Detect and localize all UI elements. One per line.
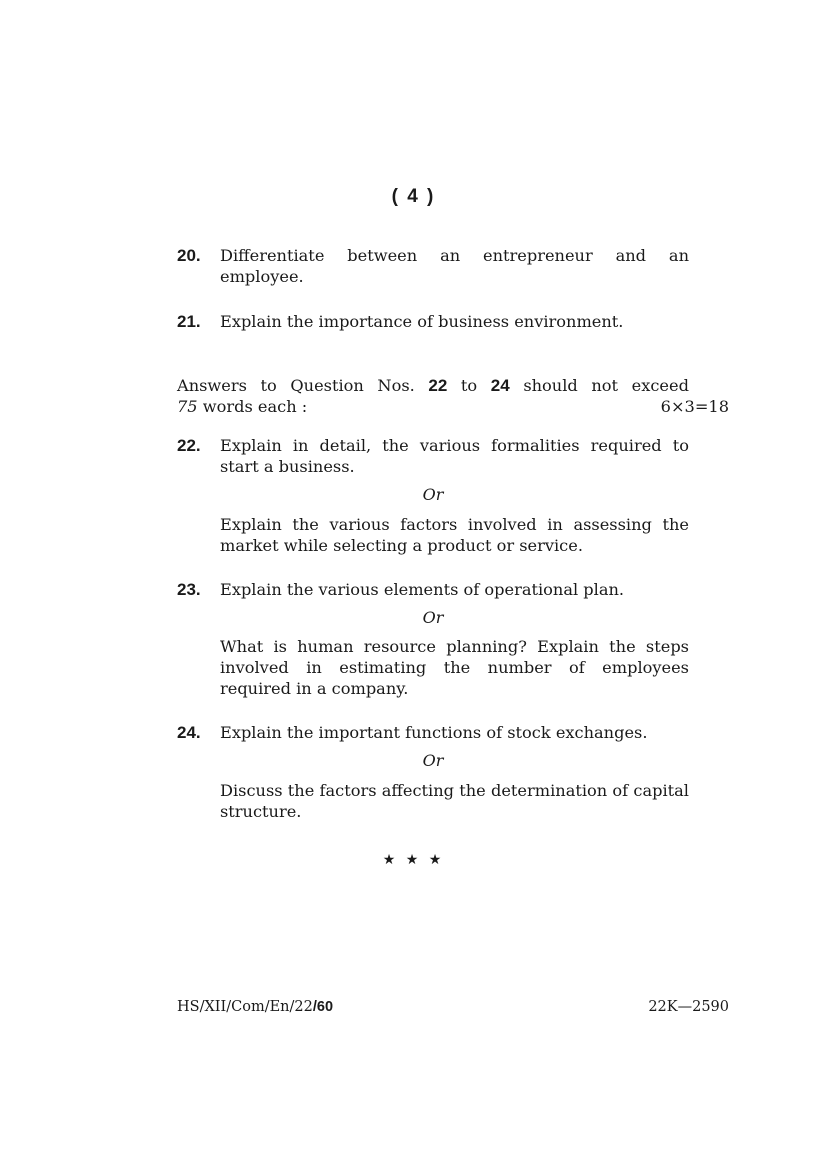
- serial-number: 22K—2590: [648, 999, 729, 1015]
- question-text: Explain the important functions of stock exchanges.: [220, 723, 648, 742]
- instruction-from: 22: [428, 376, 448, 395]
- instruction-line2: words each :: [202, 397, 308, 416]
- question-number: 23.: [177, 580, 201, 599]
- question-text: Explain the various elements of operational plan.: [220, 580, 625, 599]
- instruction-to-word: to: [460, 376, 478, 395]
- question-text-line2: employee.: [220, 267, 304, 286]
- section-instruction: [177, 375, 729, 417]
- question-24-alternative: Discuss the factors affecting the determination of capital structure.: [220, 781, 689, 821]
- instruction-marks: 6×3=18: [660, 397, 729, 416]
- or-separator: Or: [422, 608, 444, 627]
- or-separator: Or: [422, 751, 444, 770]
- question-text: Explain in detail, the various formalities required to start a business.: [220, 436, 689, 476]
- question-number: 24.: [177, 723, 201, 742]
- question-23-alternative: What is human resource planning? Explain the steps involved in estimating the number of employees required in a company.: [220, 637, 689, 698]
- end-marker: ★ ★ ★: [382, 852, 445, 868]
- question-text-line1: Differentiate between an entrepreneur and an: [220, 246, 689, 265]
- instruction-prefix: Answers to Question Nos.: [177, 376, 415, 395]
- question-number: 22.: [177, 436, 201, 455]
- instruction-to: 24: [490, 376, 510, 395]
- or-separator: Or: [422, 485, 444, 504]
- question-20: [177, 245, 689, 287]
- question-21: [177, 311, 689, 332]
- instruction-word-count: 75: [177, 397, 198, 416]
- question-22: [177, 435, 689, 477]
- question-24: [177, 722, 689, 743]
- paper-code-suffix: /60: [312, 999, 334, 1015]
- paper-code-prefix: HS/XII/Com/En/22: [177, 999, 313, 1015]
- question-23: [177, 579, 689, 600]
- question-22-alternative: Explain the various factors involved in assessing the market while selecting a product or service.: [220, 515, 689, 555]
- question-number: 21.: [177, 312, 201, 331]
- instruction-suffix: should not exceed: [523, 376, 689, 395]
- paper-code: [177, 999, 333, 1015]
- question-text: Explain the importance of business environment.: [220, 312, 624, 331]
- page-number: ( 4 ): [391, 186, 436, 207]
- question-number: 20.: [177, 246, 201, 265]
